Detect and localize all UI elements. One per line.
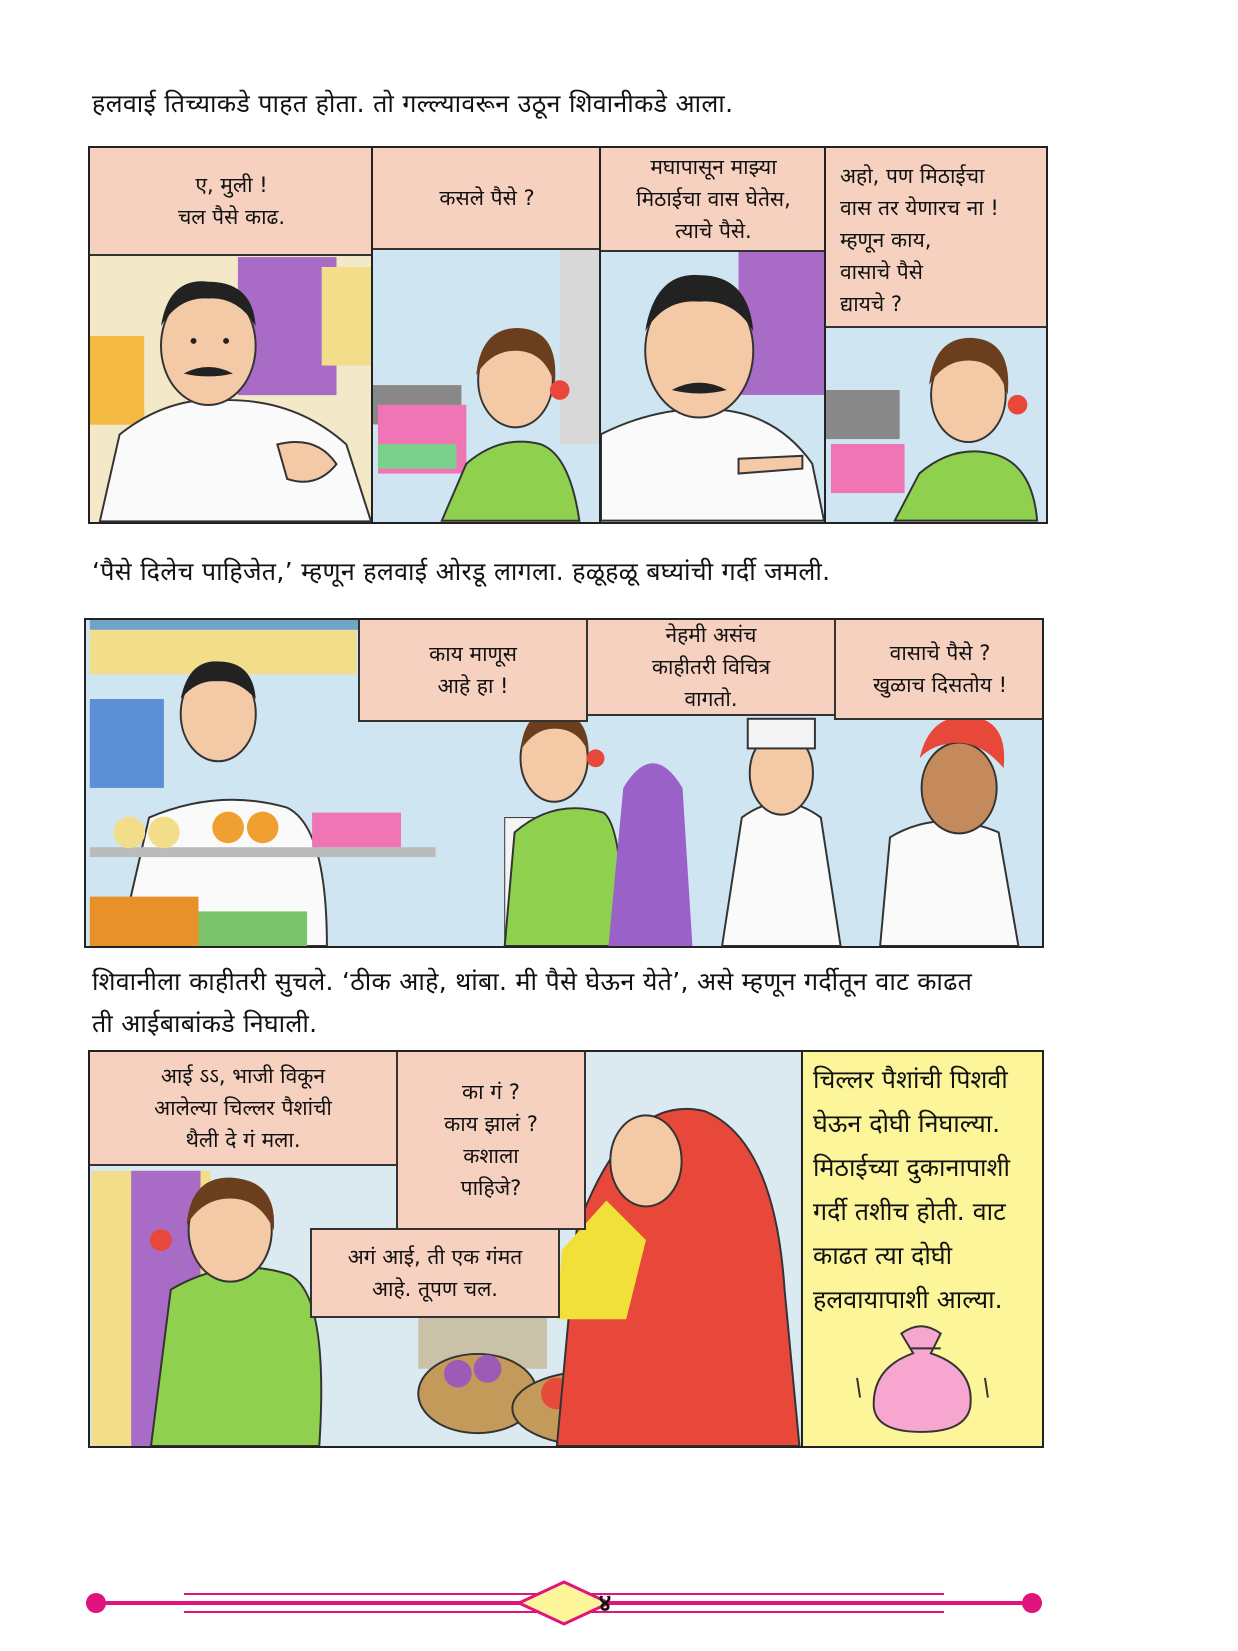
caption-intro: हलवाई तिच्याकडे पाहत होता. तो गल्ल्यावरून उठून शिवानीकडे आला. bbox=[92, 89, 734, 118]
speech-bubble-crowd-1: काय माणूस आहे हा ! bbox=[358, 620, 588, 722]
narration-text: चिल्लर पैशांची पिशवी घेऊन दोघी निघाल्या. मिठाईच्या दुकानापाशी गर्दी तशीच होती. वाट काढत त्या दोघी हलवायापाशी आल्या. bbox=[803, 1052, 1043, 1312]
speech-bubble-shivani-reply: अहो, पण मिठाईचा वास तर येणारच ना ! म्हणून काय, वासाचे पैसे द्यायचे ? bbox=[826, 148, 1048, 328]
comic-panel-mother bbox=[88, 1050, 803, 1448]
speech-bubble-crowd-2: नेहमी असंच काहीतरी विचित्र वागतो. bbox=[586, 620, 836, 716]
footer-ornament bbox=[84, 1580, 1044, 1626]
speech-bubble-crowd-3: वासाचे पैसे ? खुळाच दिसतोय ! bbox=[834, 620, 1044, 720]
comic-panel-1 bbox=[88, 146, 373, 524]
comic-panel-crowd bbox=[84, 618, 1044, 948]
speech-bubble-halwai-demand: ए, मुली ! चल पैसे काढ. bbox=[90, 148, 373, 256]
comic-panel-narration bbox=[801, 1050, 1044, 1448]
comic-panel-2 bbox=[371, 146, 601, 524]
coin-pouch-icon bbox=[803, 1052, 1042, 1446]
speech-bubble-halwai-explain: मघापासून माझ्या मिठाईचा वास घेतेस, त्याचे पैसे. bbox=[601, 148, 826, 252]
speech-bubble-shivani-question: कसले पैसे ? bbox=[373, 148, 601, 250]
page-number: ४ bbox=[598, 1588, 612, 1617]
caption-idea-line1: शिवानीला काहीतरी सुचले. ‘ठीक आहे, थांबा. मी पैसे घेऊन येते’, असे म्हणून गर्दीतून वाट काढत bbox=[92, 967, 973, 996]
speech-bubble-mother-question: का गं ? काय झालं ? कशाला पाहिजे? bbox=[396, 1052, 586, 1230]
speech-bubble-shivani-ask: आई ऽऽ, भाजी विकून आलेल्या चिल्लर पैशांची थैली दे गं मला. bbox=[90, 1052, 398, 1166]
speech-bubble-shivani-invite: अगं आई, ती एक गंमत आहे. तूपण चल. bbox=[310, 1228, 560, 1318]
comic-panel-3 bbox=[599, 146, 826, 524]
caption-idea-line2: ती आईबाबांकडे निघाली. bbox=[92, 1009, 318, 1038]
caption-shouting: ‘पैसे दिलेच पाहिजेत,’ म्हणून हलवाई ओरडू लागला. हळूहळू बघ्यांची गर्दी जमली. bbox=[92, 557, 831, 586]
comic-panel-4 bbox=[824, 146, 1048, 524]
